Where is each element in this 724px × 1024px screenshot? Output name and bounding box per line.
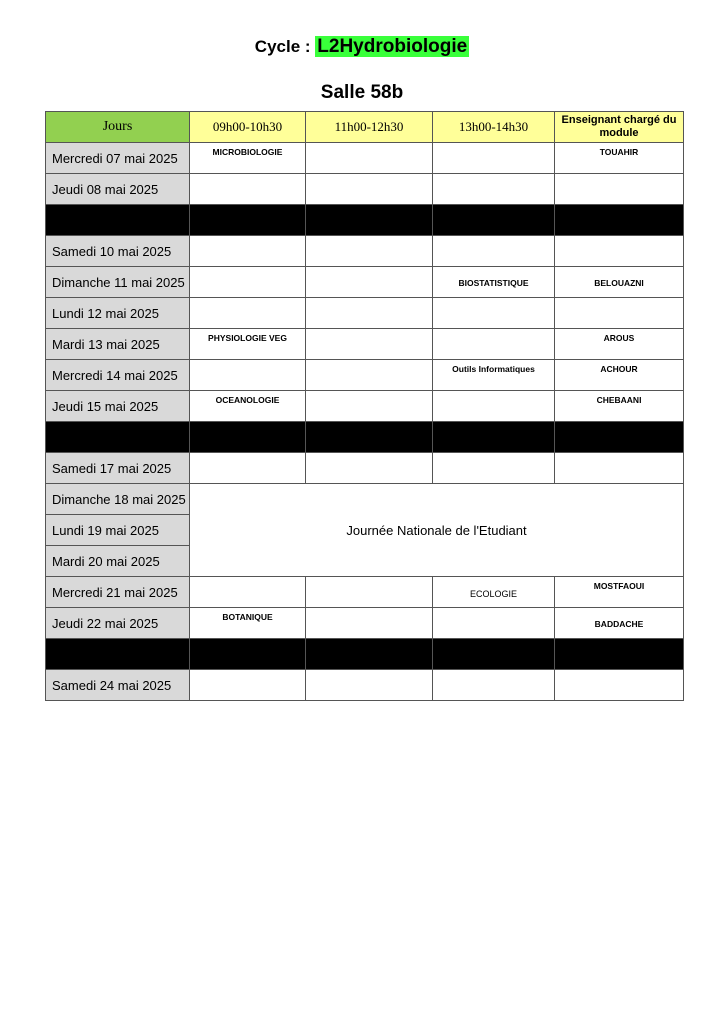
- teacher-name: BADDACHE: [594, 619, 644, 629]
- slot1-cell: [190, 577, 306, 608]
- slot3-cell: [433, 577, 555, 608]
- slot3-cell: [433, 453, 555, 484]
- slot1-cell: [190, 143, 306, 174]
- slot2-cell: [306, 236, 433, 267]
- slot2-cell: [306, 453, 433, 484]
- day-cell: Samedi 10 mai 2025: [46, 236, 190, 267]
- day-cell: Jeudi 15 mai 2025: [46, 391, 190, 422]
- black-separator-row: [46, 422, 684, 453]
- table-row: [46, 360, 684, 391]
- teacher-cell: [555, 174, 684, 205]
- teacher-cell: [555, 391, 684, 422]
- slot3-cell: [433, 143, 555, 174]
- teacher-name: TOUAHIR: [599, 147, 639, 157]
- slot3-cell: [433, 670, 555, 701]
- slot1-cell: [190, 174, 306, 205]
- teacher-cell: [555, 360, 684, 391]
- day-cell: Lundi 19 mai 2025: [46, 515, 190, 546]
- slot2-cell: [306, 608, 433, 639]
- module-name: ECOLOGIE: [469, 589, 517, 599]
- slot3-cell: [433, 329, 555, 360]
- table-row: [46, 453, 684, 484]
- module-name: BOTANIQUE: [222, 612, 273, 622]
- slot2-cell: [306, 329, 433, 360]
- slot3-cell: [433, 360, 555, 391]
- cycle-value: L2Hydrobiologie: [317, 36, 468, 57]
- day-cell: Lundi 12 mai 2025: [46, 298, 190, 329]
- slot1-cell: [190, 453, 306, 484]
- slot2-cell: [306, 577, 433, 608]
- slot2-cell: [306, 360, 433, 391]
- slot3-cell: [433, 174, 555, 205]
- header-slot2: 11h00-12h30: [306, 112, 433, 143]
- teacher-cell: [555, 329, 684, 360]
- teacher-cell: [555, 143, 684, 174]
- teacher-name: BELOUAZNI: [594, 278, 644, 288]
- day-cell: Mardi 20 mai 2025: [46, 546, 190, 577]
- teacher-name: ACHOUR: [600, 364, 638, 374]
- module-name: PHYSIOLOGIE VEG: [208, 333, 287, 343]
- day-cell: Mercredi 21 mai 2025: [46, 577, 190, 608]
- day-cell: Mercredi 07 mai 2025: [46, 143, 190, 174]
- teacher-cell: [555, 267, 684, 298]
- day-cell: Dimanche 11 mai 2025: [46, 267, 190, 298]
- slot3-cell: [433, 298, 555, 329]
- module-name: OCEANOLOGIE: [215, 395, 280, 405]
- module-name: Outils Informatiques: [452, 364, 535, 374]
- slot2-cell: [306, 391, 433, 422]
- day-cell: Jeudi 08 mai 2025: [46, 174, 190, 205]
- table-row: [46, 143, 684, 174]
- slot1-cell: [190, 236, 306, 267]
- slot2-cell: [306, 298, 433, 329]
- table-row: [46, 329, 684, 360]
- slot1-cell: [190, 391, 306, 422]
- schedule-table: [45, 111, 684, 701]
- teacher-cell: [555, 453, 684, 484]
- slot2-cell: [306, 670, 433, 701]
- day-cell: Samedi 17 mai 2025: [46, 453, 190, 484]
- slot1-cell: [190, 298, 306, 329]
- table-row: [46, 577, 684, 608]
- teacher-cell: [555, 298, 684, 329]
- cycle-label: Cycle :: [254, 37, 311, 56]
- table-row: [46, 267, 684, 298]
- teacher-name: MOSTFAOUI: [593, 581, 645, 591]
- slot1-cell: [190, 267, 306, 298]
- day-cell: Mercredi 14 mai 2025: [46, 360, 190, 391]
- slot2-cell: [306, 267, 433, 298]
- module-name: BIOSTATISTIQUE: [458, 278, 529, 288]
- table-row: [46, 298, 684, 329]
- table-row: [46, 236, 684, 267]
- black-separator-row: [46, 639, 684, 670]
- cycle-title: [0, 36, 724, 58]
- teacher-name: AROUS: [603, 333, 635, 343]
- table-row: [46, 608, 684, 639]
- slot2-cell: [306, 143, 433, 174]
- header-jours: Jours: [46, 112, 190, 143]
- header-slot1: 09h00-10h30: [190, 112, 306, 143]
- header-slot3: 13h00-14h30: [433, 112, 555, 143]
- teacher-cell: [555, 577, 684, 608]
- black-separator-row: [46, 205, 684, 236]
- teacher-name: CHEBAANI: [596, 395, 642, 405]
- day-cell: Jeudi 22 mai 2025: [46, 608, 190, 639]
- teacher-cell: [555, 608, 684, 639]
- slot3-cell: [433, 267, 555, 298]
- slot2-cell: [306, 174, 433, 205]
- header-row: [46, 112, 684, 143]
- day-cell: Dimanche 18 mai 2025: [46, 484, 190, 515]
- table-row: [46, 391, 684, 422]
- holiday-cell: Journée Nationale de l'Etudiant: [190, 484, 684, 577]
- table-row: [46, 174, 684, 205]
- slot1-cell: [190, 608, 306, 639]
- slot1-cell: [190, 360, 306, 391]
- slot3-cell: [433, 236, 555, 267]
- table-row: [46, 670, 684, 701]
- teacher-cell: [555, 670, 684, 701]
- day-cell: Samedi 24 mai 2025: [46, 670, 190, 701]
- room-title: Salle 58b: [320, 82, 404, 103]
- module-name: MICROBIOLOGIE: [212, 147, 283, 157]
- slot1-cell: [190, 670, 306, 701]
- slot1-cell: [190, 329, 306, 360]
- table-row: [46, 484, 684, 515]
- slot3-cell: [433, 608, 555, 639]
- teacher-cell: [555, 236, 684, 267]
- slot3-cell: [433, 391, 555, 422]
- day-cell: Mardi 13 mai 2025: [46, 329, 190, 360]
- header-teacher: Enseignant chargé du module: [555, 112, 684, 143]
